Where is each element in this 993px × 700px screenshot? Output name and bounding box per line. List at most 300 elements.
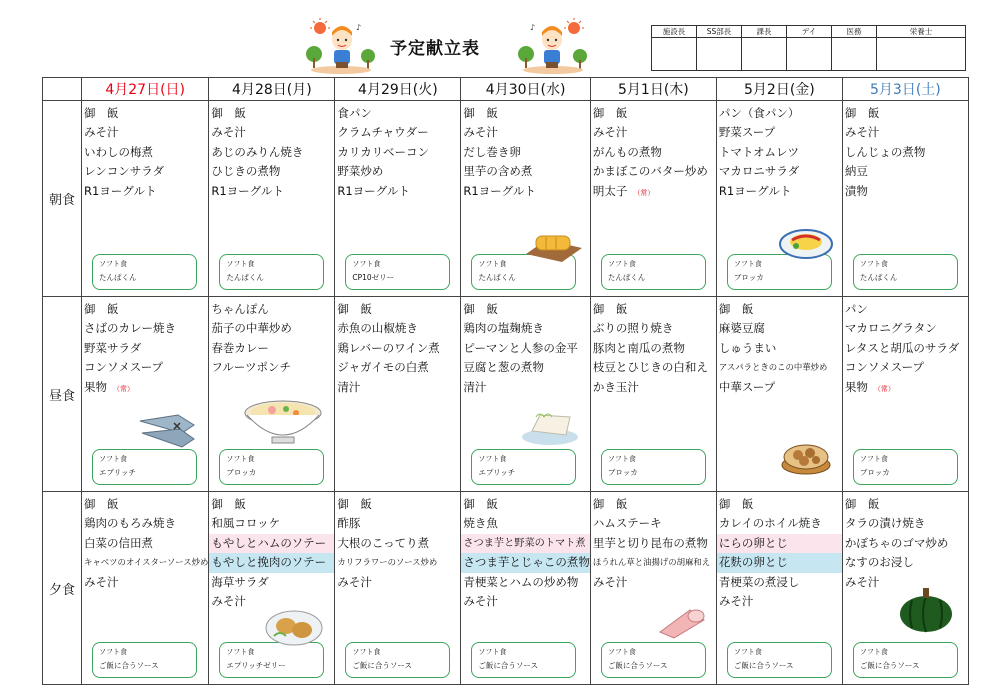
menu-item [335,495,460,514]
menu-item-text: ジャガイモの白煮 [337,360,429,375]
menu-cell-lunch [716,297,842,492]
menu-item [209,182,334,201]
menu-item-text: 赤魚の山椒焼き [337,321,418,336]
menu-item-text: 納豆 [844,164,868,179]
soft-food-box [219,449,324,485]
menu-item-text: 御 飯 [84,106,119,120]
menu-item [843,514,968,533]
menu-item-text: みそ汁 [463,125,498,140]
menu-item [717,534,842,553]
header [0,0,993,76]
menu-cell-content [335,297,460,491]
menu-item-list [843,101,968,201]
soft-food-box [345,642,450,678]
menu-item-text: クラムチャウダー [337,125,429,140]
menu-item [591,143,716,162]
menu-item [461,495,590,514]
approval-stamp-box[interactable] [742,38,787,71]
menu-cell-dinner [842,492,968,685]
menu-item [717,143,842,162]
menu-item-text: さばのカレー焼き [84,321,176,336]
menu-item [335,514,460,533]
menu-item [82,143,208,162]
menu-item-text: パン（食パン） [718,106,800,120]
approval-stamp-box[interactable] [787,38,832,71]
menu-item-text: みそ汁 [211,125,246,140]
meal-label-lunch: 昼食 [43,297,82,492]
menu-item [591,495,716,514]
menu-item-text: みそ汁 [337,574,372,589]
menu-cell-content [82,297,208,491]
menu-item [209,495,334,514]
menu-item-text: ほうれん草と油揚げの胡麻和え [592,557,711,568]
menu-item-list [209,492,334,611]
menu-cell-content [591,101,716,296]
menu-item-text: コンソメスープ [84,360,164,375]
menu-item [717,378,842,397]
menu-item-text: みそ汁 [844,125,880,140]
menu-item-text: 御 飯 [844,106,880,120]
menu-item-list [717,297,842,397]
soft-food-label: ソフト食 [733,260,762,268]
menu-item-text: マカロニグラタン [844,321,937,336]
approval-label: 栄養士 [877,26,966,38]
menu-item [843,553,968,572]
menu-item-text: 里芋と切り昆布の煮物 [592,535,708,550]
mackerel-illustration [138,411,196,451]
menu-item [461,319,590,338]
menu-item-text: みそ汁 [211,593,246,608]
menu-cell-content [843,492,968,684]
soft-food-box [92,449,197,485]
date-header: 4月30日(水) [461,78,591,101]
menu-item-text: R1ヨーグルト [337,183,410,198]
menu-item [461,182,590,201]
menu-item-text: 御 飯 [844,497,880,511]
menu-cell-content [82,101,208,296]
menu-item-list [82,101,208,201]
menu-cell-breakfast [716,101,842,297]
menu-cell-content [591,297,716,491]
menu-cell-content [717,492,842,684]
date-header: 4月28日(月) [209,78,335,101]
menu-item [843,319,968,338]
menu-item-text: 鶏レバーのワイン煮 [337,340,440,355]
menu-item [209,534,334,553]
menu-item [82,123,208,142]
date-header: 4月29日(火) [335,78,461,101]
ham-illustration [656,604,708,640]
menu-item-text: しんじょの煮物 [844,144,926,159]
date-header: 4月27日(日) [82,78,209,101]
menu-item-text: 果物 [84,379,107,394]
menu-item-text: もやしとハムのソテー [211,535,327,550]
menu-item-text: 野菜サラダ [84,340,142,355]
menu-item [591,339,716,358]
menu-item-text: しゅうまい [718,340,777,355]
menu-cell-content [717,297,842,491]
regular-diet-tag: （常） [113,384,134,393]
menu-item [335,378,460,397]
menu-item [591,358,716,377]
child-sun-illustration-left [306,18,376,74]
menu-cell-lunch [209,297,335,492]
menu-item [591,182,716,201]
menu-item-list [843,492,968,592]
menu-item [335,573,460,592]
menu-item-text: R1ヨーグルト [463,183,536,198]
soft-food-value: ご飯に合うソース [478,661,538,670]
menu-cell-breakfast [590,101,716,297]
svg-text:♪: ♪ [356,23,362,32]
menu-cell-content [717,101,842,296]
menu-item [335,534,460,553]
approval-label: デイ [787,26,832,38]
croquette-plate-illustration [264,606,324,648]
menu-item-text: ちゃんぽん [211,302,269,316]
menu-item-list [461,297,590,397]
menu-item-text: トマトオムレツ [718,144,800,159]
menu-item [843,339,968,358]
menu-item [82,553,208,572]
soft-food-label: ソフト食 [226,260,255,268]
menu-item-text: みそ汁 [592,125,628,140]
menu-item [717,182,842,201]
approval-stamp-table [651,25,966,71]
menu-item-text: 御 飯 [718,497,754,511]
menu-item [461,300,590,319]
soft-food-value: ご飯に合うソース [352,661,412,670]
approval-stamp-box[interactable] [652,38,697,71]
menu-item-text: 中華スープ [718,379,776,394]
menu-item-list [209,101,334,201]
menu-item [591,553,716,572]
menu-item [335,300,460,319]
menu-item-text: みそ汁 [84,125,119,140]
menu-cell-dinner [716,492,842,685]
soft-food-box [853,449,958,485]
menu-item [82,182,208,201]
menu-item [717,553,842,572]
menu-item-text: 御 飯 [84,497,119,511]
approval-label: 課長 [742,26,787,38]
soft-food-value: ご飯に合うソース [859,661,920,670]
menu-item-list [461,492,590,611]
menu-item-text: みそ汁 [844,574,880,589]
soft-food-value: ブロッカ [226,468,257,477]
menu-item [461,514,590,533]
shumai-steamer-illustration [780,427,832,477]
tofu-illustration [520,407,580,447]
menu-item [335,339,460,358]
menu-item [335,123,460,142]
menu-item [82,162,208,181]
menu-cell-lunch [842,297,968,492]
soft-food-label: ソフト食 [352,260,381,268]
menu-item-text: 豚肉と南瓜の煮物 [592,340,685,355]
menu-item [591,378,716,397]
menu-item-text: 焼き魚 [463,516,498,531]
soft-food-value: たんぱくん [607,273,646,282]
menu-item-text: にらの卵とじ [718,535,788,550]
soft-food-value: CP10ゼリー [352,273,395,282]
soft-food-label: ソフト食 [99,455,127,463]
menu-item [209,104,334,123]
menu-item-text: 青梗菜の煮浸し [718,574,800,589]
soft-food-value: エプリッチゼリー [226,661,286,670]
soft-food-value: ブロッカ [733,273,764,282]
menu-item-text: 野菜炒め [337,164,384,179]
menu-item [209,339,334,358]
soft-food-box [92,642,197,678]
soft-food-label: ソフト食 [607,455,636,463]
menu-item-text: いわしの梅煮 [84,144,153,159]
menu-item-text: 枝豆とひじきの白和え [592,360,708,375]
menu-item [461,553,590,572]
menu-cell-content [209,492,334,684]
menu-item-text: 明太子 [592,183,628,198]
menu-item [717,495,842,514]
menu-item-list [843,297,968,397]
menu-item [461,143,590,162]
menu-item-text: 清汁 [337,379,361,394]
menu-item-text: かまぼこのバター炒め [592,164,708,179]
menu-item [209,123,334,142]
menu-cell-content [461,297,590,491]
menu-item-text: R1ヨーグルト [84,183,157,198]
menu-item-text: 里芋の含め煮 [463,164,533,179]
menu-item-text: カリフラワーのソース炒め [337,557,438,568]
soft-food-value: エプリッチ [99,468,136,477]
menu-item [461,573,590,592]
menu-item [461,534,590,553]
menu-cell-lunch [82,297,209,492]
menu-item-text: 酢豚 [337,516,361,531]
menu-item [209,358,334,377]
menu-item-text: もやしと挽肉のソテー [211,555,327,570]
menu-item-text: 野菜スープ [718,125,776,140]
menu-item-list [591,492,716,592]
menu-item [843,123,968,142]
menu-cell-breakfast [82,101,209,297]
soft-food-value: ご飯に合うソース [607,661,668,670]
menu-item-text: 鶏肉のもろみ焼き [84,516,176,531]
approval-stamp-box[interactable] [697,38,742,71]
menu-item-text: 御 飯 [463,302,498,316]
menu-item-text: コンソメスープ [844,360,924,375]
menu-item [209,553,334,572]
soft-food-label: ソフト食 [607,648,636,656]
menu-item [717,573,842,592]
menu-item [461,358,590,377]
menu-item-text: がんもの煮物 [592,144,662,159]
menu-item-text: R1ヨーグルト [211,183,284,198]
menu-item-text: さつま芋と野菜のトマト煮 [463,537,586,549]
menu-item-text: キャベツのオイスターソース炒め [84,557,209,568]
menu-item [461,123,590,142]
menu-grid [42,77,969,685]
menu-item [335,553,460,572]
menu-item [591,573,716,592]
menu-item [209,514,334,533]
menu-item-list [591,297,716,397]
menu-item-text: R1ヨーグルト [718,183,792,198]
menu-cell-dinner [82,492,209,685]
soft-food-value: たんぱくん [859,273,898,282]
menu-item-list [717,492,842,611]
menu-item-text: 御 飯 [592,497,628,511]
menu-item-list [335,492,460,592]
corner-cell [43,78,82,101]
soft-food-label: ソフト食 [478,260,507,268]
approval-stamp-box[interactable] [877,38,966,71]
soft-food-label: ソフト食 [226,648,255,656]
menu-cell-content [209,101,334,296]
soft-food-label: ソフト食 [478,648,507,656]
menu-cell-lunch [590,297,716,492]
menu-item [82,534,208,553]
soft-food-value: ご飯に合うソース [99,661,159,670]
approval-label: 医務 [832,26,877,38]
menu-item-text: 麻婆豆腐 [718,321,765,336]
menu-item-text: 豆腐と葱の煮物 [463,360,544,375]
menu-item [209,162,334,181]
menu-item [591,104,716,123]
menu-item-text: 花麩の卵とじ [718,555,788,570]
menu-item [82,104,208,123]
menu-item-text: あじのみりん焼き [211,144,304,159]
menu-item-text: ひじきの煮物 [211,164,281,179]
menu-item-text: タラの漬け焼き [844,516,926,531]
menu-item-text: 御 飯 [337,497,372,511]
menu-item [209,143,334,162]
menu-item-text: 御 飯 [211,497,246,511]
menu-item [591,319,716,338]
menu-item-text: 海草サラダ [211,574,269,589]
menu-item-text: 春巻カレー [211,340,269,355]
menu-item-text: 御 飯 [592,106,628,120]
menu-item-text: アスパラときのこの中華炒め [718,362,828,373]
date-header: 5月2日(金) [716,78,842,101]
menu-item-list [335,297,460,397]
regular-diet-tag: （常） [633,188,655,197]
menu-cell-breakfast [209,101,335,297]
menu-item [82,300,208,319]
soft-food-label: ソフト食 [607,260,636,268]
menu-item [209,300,334,319]
approval-label: SS部長 [697,26,742,38]
menu-item [461,592,590,611]
menu-item-text: マカロニサラダ [718,164,800,179]
soft-food-box [92,254,197,290]
menu-item-text: ピーマンと人参の金平 [463,340,578,355]
menu-item-text: 果物 [844,379,868,394]
soft-food-box [345,254,450,290]
menu-cell-content [335,492,460,684]
svg-text:♪: ♪ [530,23,536,32]
pumpkin-illustration [898,584,954,634]
menu-cell-dinner [590,492,716,685]
soft-food-box [219,254,324,290]
date-header: 5月3日(土) [842,78,968,101]
soft-food-value: たんぱくん [226,273,264,282]
menu-item [591,534,716,553]
menu-item-list [717,101,842,201]
menu-item-text: 御 飯 [211,106,246,120]
menu-item-text: 青梗菜とハムの炒め物 [463,574,579,589]
menu-item [843,300,968,319]
soft-food-label: ソフト食 [478,455,507,463]
menu-cell-lunch [461,297,591,492]
approval-stamp-box[interactable] [832,38,877,71]
menu-item-list [82,297,208,397]
menu-item-list [335,101,460,201]
date-header: 5月1日(木) [590,78,716,101]
menu-item-text: 鶏肉の塩麹焼き [463,321,544,336]
meal-label-dinner: 夕食 [43,492,82,685]
dashimaki-egg-illustration [522,228,584,264]
soft-food-label: ソフト食 [99,648,127,656]
menu-item [843,358,968,377]
menu-item [209,573,334,592]
menu-item [82,573,208,592]
menu-item [82,514,208,533]
soft-food-value: ブロッカ [607,468,638,477]
menu-item [591,514,716,533]
menu-cell-breakfast [842,101,968,297]
menu-item-text: 漬物 [844,183,868,198]
page-title: 予定献立表 [390,39,480,59]
menu-item-text: 大根のこってり煮 [337,535,430,550]
menu-item [335,319,460,338]
soft-food-box [853,254,958,290]
omelette-plate-illustration [778,220,834,260]
menu-item [717,514,842,533]
menu-item-list [82,492,208,592]
champon-bowl-illustration [242,397,324,447]
menu-item-text: みそ汁 [718,593,754,608]
approval-label: 施設長 [652,26,697,38]
menu-item [591,123,716,142]
menu-cell-content [335,101,460,296]
menu-item [843,104,968,123]
soft-food-label: ソフト食 [859,648,888,656]
menu-item-text: みそ汁 [592,574,628,589]
menu-item-text: ハムステーキ [592,516,662,531]
regular-diet-tag: （常） [873,384,895,393]
soft-food-value: たんぱくん [99,273,137,282]
menu-item-text: 御 飯 [592,302,628,316]
soft-food-box [601,642,706,678]
soft-food-label: ソフト食 [733,648,762,656]
menu-item-text: だし巻き卵 [463,144,521,159]
soft-food-box [471,449,576,485]
menu-item [843,378,968,397]
menu-item [591,300,716,319]
menu-item-text: 御 飯 [718,302,754,316]
menu-item [335,358,460,377]
menu-item-text: 御 飯 [463,106,498,120]
menu-item-text: かぼちゃのゴマ炒め [844,535,949,550]
soft-food-label: ソフト食 [226,455,255,463]
menu-cell-content [82,492,208,684]
menu-item [717,300,842,319]
menu-item-list [591,101,716,201]
menu-item [461,339,590,358]
menu-item [82,339,208,358]
menu-item-text: 和風コロッケ [211,516,281,531]
menu-item-text: 御 飯 [337,302,372,316]
